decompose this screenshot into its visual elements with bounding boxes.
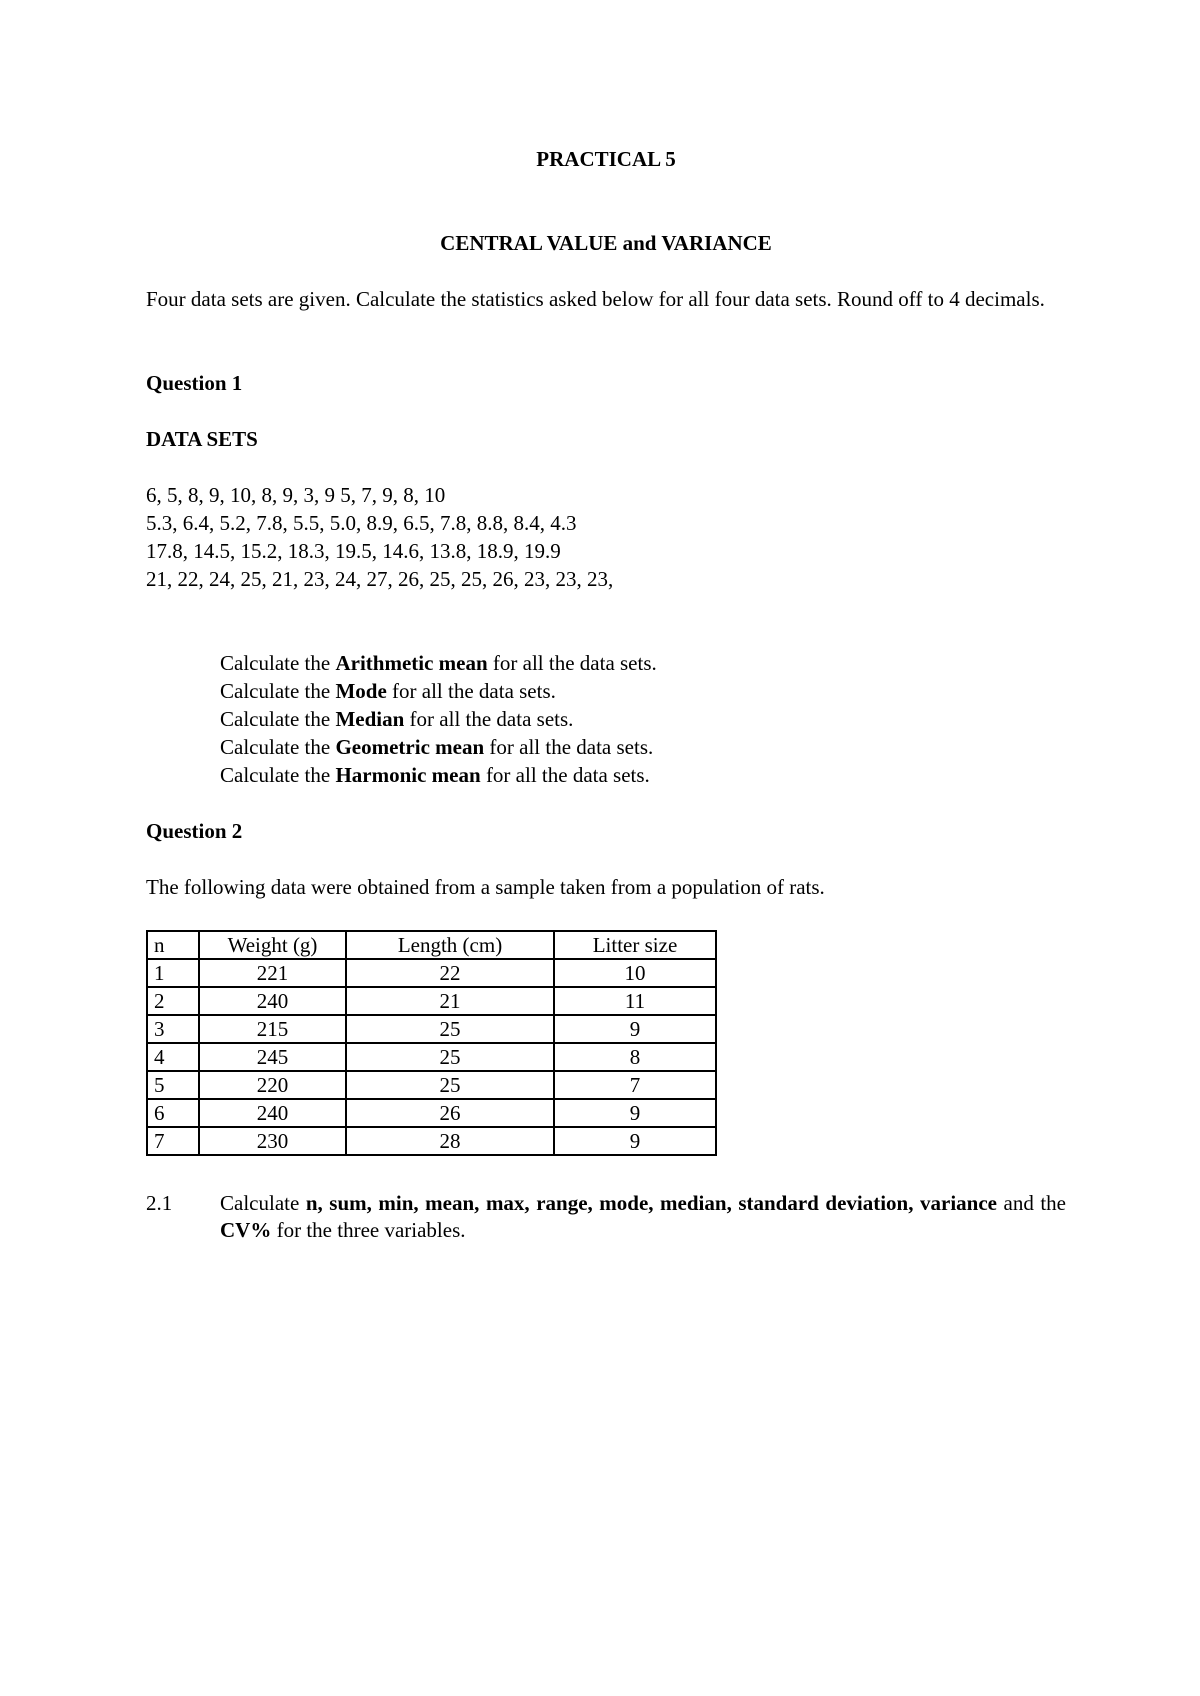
task-post: for all the data sets. bbox=[484, 735, 654, 759]
table-row bbox=[147, 1015, 716, 1043]
table-row bbox=[147, 1043, 716, 1071]
table-cell: 25 bbox=[346, 1015, 554, 1043]
table-row bbox=[147, 987, 716, 1015]
table-cell: 245 bbox=[199, 1043, 346, 1071]
intro-paragraph: Four data sets are given. Calculate the statistics asked below for all four data sets. Round off to 4 decimals. bbox=[146, 287, 1045, 311]
question-1-heading: Question 1 bbox=[146, 371, 243, 395]
question-2-heading: Question 2 bbox=[146, 819, 243, 843]
task-pre: Calculate the bbox=[220, 763, 336, 787]
page-subtitle: CENTRAL VALUE and VARIANCE bbox=[440, 231, 772, 255]
table-cell: 25 bbox=[346, 1043, 554, 1071]
item-text bbox=[220, 1190, 1066, 1244]
table-cell: 230 bbox=[199, 1127, 346, 1155]
task-post: for all the data sets. bbox=[480, 763, 650, 787]
item-mid: and the bbox=[996, 1191, 1067, 1215]
column-header: n bbox=[147, 931, 199, 959]
task-pre: Calculate the bbox=[220, 651, 336, 675]
table-cell: 9 bbox=[554, 1127, 716, 1155]
table-cell: 10 bbox=[554, 959, 716, 987]
table-cell: 240 bbox=[199, 987, 346, 1015]
table-cell: 7 bbox=[554, 1071, 716, 1099]
column-header: Litter size bbox=[554, 931, 716, 959]
task-term: Arithmetic mean bbox=[335, 651, 488, 675]
task-post: for all the data sets. bbox=[404, 707, 574, 731]
table-cell: 25 bbox=[346, 1071, 554, 1099]
task-item bbox=[220, 734, 657, 762]
dataset-line: 6, 5, 8, 9, 10, 8, 9, 3, 9 5, 7, 9, 8, 10 bbox=[146, 483, 446, 507]
table-cell: 21 bbox=[346, 987, 554, 1015]
table-row bbox=[147, 1071, 716, 1099]
rats-data-table bbox=[146, 930, 717, 1156]
table-row bbox=[147, 1127, 716, 1155]
task-post: for all the data sets. bbox=[487, 651, 657, 675]
table-cell: 11 bbox=[554, 987, 716, 1015]
table-cell: 26 bbox=[346, 1099, 554, 1127]
task-post: for all the data sets. bbox=[386, 679, 556, 703]
task-item bbox=[220, 762, 657, 790]
dataset-line: 17.8, 14.5, 15.2, 18.3, 19.5, 14.6, 13.8, 18.9, 19.9 bbox=[146, 539, 561, 563]
task-term: Geometric mean bbox=[335, 735, 485, 759]
item-bold-cv: CV% bbox=[220, 1218, 272, 1242]
table-body bbox=[147, 959, 716, 1155]
table-header-row bbox=[147, 931, 716, 959]
question-2-intro: The following data were obtained from a sample taken from a population of rats. bbox=[146, 875, 825, 899]
table-cell: 4 bbox=[147, 1043, 199, 1071]
table-cell: 3 bbox=[147, 1015, 199, 1043]
item-number: 2.1 bbox=[146, 1191, 173, 1215]
table-cell: 215 bbox=[199, 1015, 346, 1043]
task-pre: Calculate the bbox=[220, 679, 336, 703]
table-cell: 1 bbox=[147, 959, 199, 987]
datasets-list bbox=[146, 482, 613, 594]
datasets-heading: DATA SETS bbox=[146, 427, 258, 451]
item-post: for the three variables. bbox=[271, 1218, 466, 1242]
task-item bbox=[220, 650, 657, 678]
item-pre: Calculate bbox=[220, 1191, 306, 1215]
table-cell: 8 bbox=[554, 1043, 716, 1071]
table-cell: 28 bbox=[346, 1127, 554, 1155]
task-item bbox=[220, 706, 657, 734]
task-list bbox=[220, 650, 657, 790]
table-row bbox=[147, 1099, 716, 1127]
page-title: PRACTICAL 5 bbox=[536, 147, 676, 171]
table-cell: 220 bbox=[199, 1071, 346, 1099]
table-cell: 240 bbox=[199, 1099, 346, 1127]
column-header: Weight (g) bbox=[199, 931, 346, 959]
dataset-line: 21, 22, 24, 25, 21, 23, 24, 27, 26, 25, 25, 26, 23, 23, 23, bbox=[146, 567, 614, 591]
dataset-line: 5.3, 6.4, 5.2, 7.8, 5.5, 5.0, 8.9, 6.5, 7.8, 8.8, 8.4, 4.3 bbox=[146, 511, 577, 535]
table-row bbox=[147, 959, 716, 987]
task-term: Mode bbox=[335, 679, 387, 703]
table-cell: 9 bbox=[554, 1099, 716, 1127]
table-cell: 5 bbox=[147, 1071, 199, 1099]
item-bold-terms: n, sum, min, mean, max, range, mode, median, standard deviation, variance bbox=[305, 1191, 997, 1215]
task-pre: Calculate the bbox=[220, 707, 336, 731]
table-cell: 7 bbox=[147, 1127, 199, 1155]
task-item bbox=[220, 678, 657, 706]
task-pre: Calculate the bbox=[220, 735, 336, 759]
task-term: Harmonic mean bbox=[335, 763, 481, 787]
table-cell: 221 bbox=[199, 959, 346, 987]
table-cell: 2 bbox=[147, 987, 199, 1015]
table-cell: 6 bbox=[147, 1099, 199, 1127]
table-cell: 22 bbox=[346, 959, 554, 987]
table-cell: 9 bbox=[554, 1015, 716, 1043]
column-header: Length (cm) bbox=[346, 931, 554, 959]
task-term: Median bbox=[335, 707, 405, 731]
